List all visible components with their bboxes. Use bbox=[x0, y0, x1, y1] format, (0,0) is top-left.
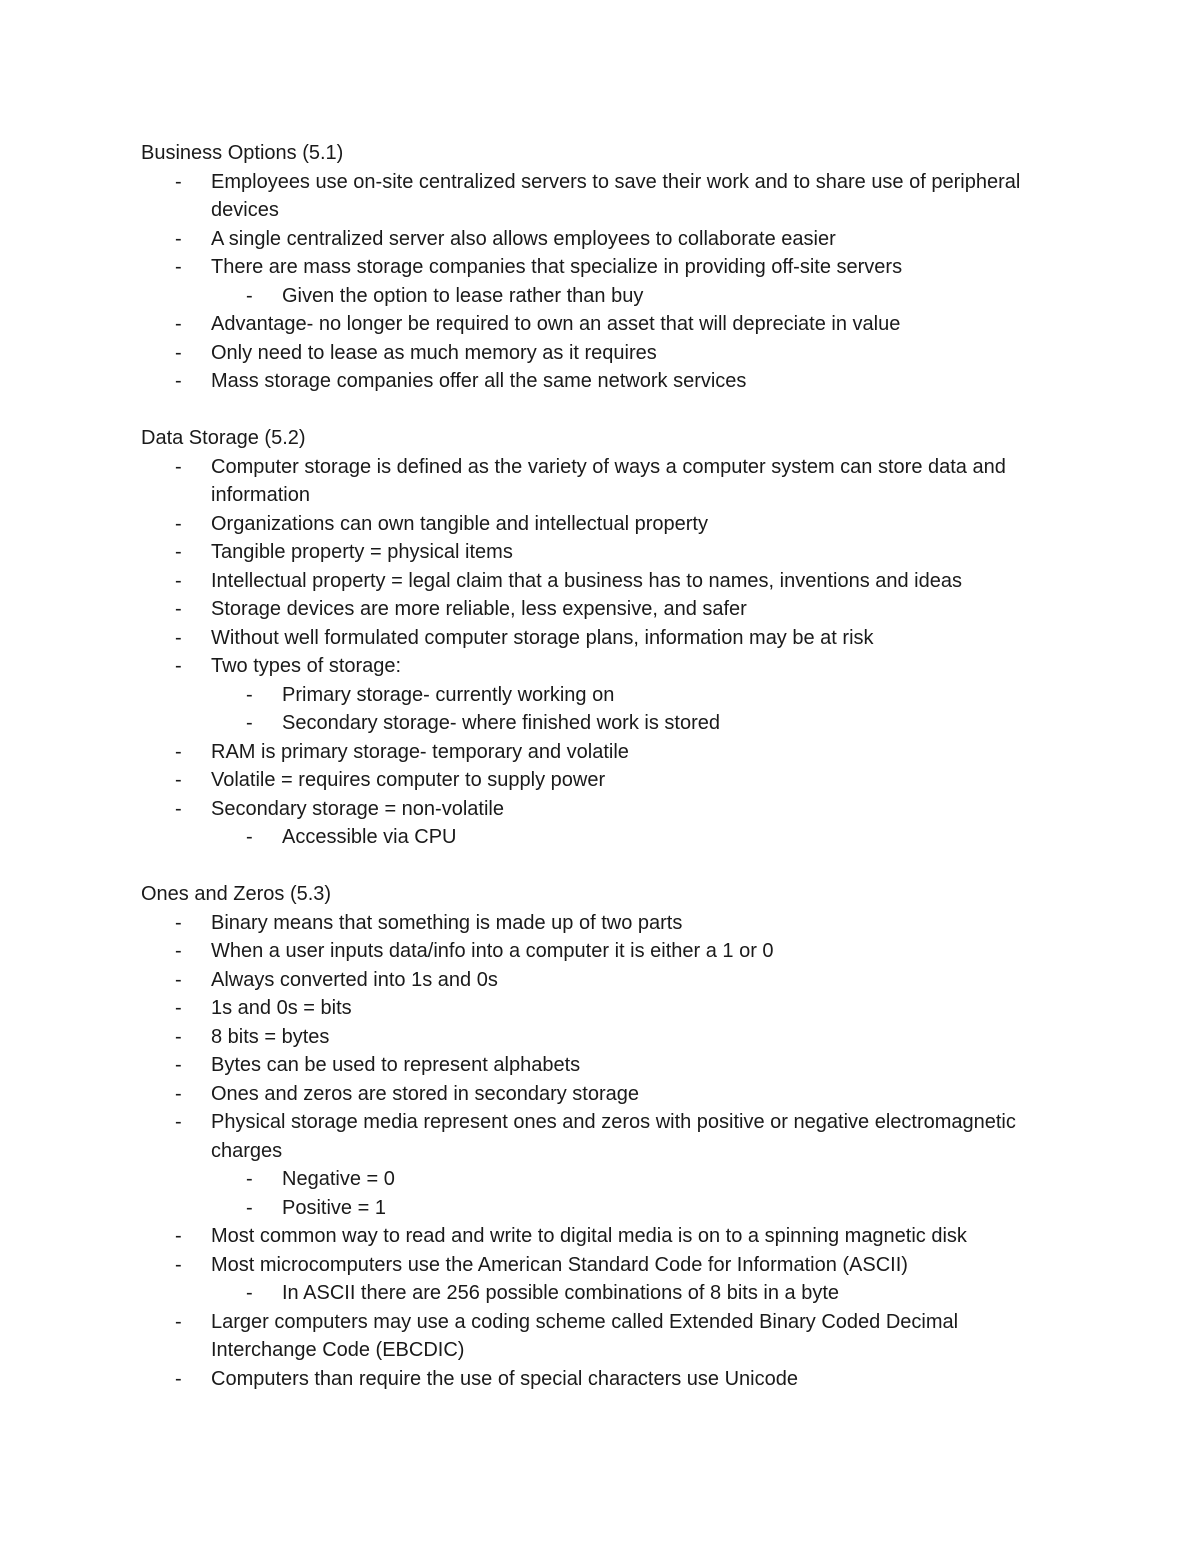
dash-bullet-icon: - bbox=[175, 797, 182, 820]
list-item bbox=[141, 937, 1041, 966]
dash-bullet-icon: - bbox=[246, 683, 253, 706]
bullet-list bbox=[141, 168, 1041, 396]
list-item-text: Storage devices are more reliable, less expensive, and safer bbox=[211, 598, 747, 620]
list-item bbox=[141, 168, 1041, 225]
list-item-text: Always converted into 1s and 0s bbox=[211, 968, 498, 991]
list-item bbox=[141, 624, 1041, 653]
sub-list-item bbox=[141, 823, 1041, 852]
dash-bullet-icon: - bbox=[175, 1253, 182, 1276]
list-item bbox=[141, 766, 1041, 795]
list-item-text: Employees use on-site centralized servers to save their work and to share use of peripheral devices bbox=[211, 170, 1021, 221]
document-page bbox=[141, 139, 1041, 1393]
list-item bbox=[141, 1080, 1041, 1109]
list-item bbox=[141, 1023, 1041, 1052]
dash-bullet-icon: - bbox=[175, 997, 182, 1019]
dash-bullet-icon: - bbox=[175, 655, 182, 677]
dash-bullet-icon: - bbox=[175, 626, 182, 649]
list-item bbox=[141, 909, 1041, 938]
dash-bullet-icon: - bbox=[175, 1111, 182, 1133]
list-item-text: Without well formulated computer storage plans, information may be at risk bbox=[211, 626, 874, 649]
list-item-text: Ones and zeros are stored in secondary storage bbox=[211, 1082, 640, 1105]
dash-bullet-icon: - bbox=[175, 256, 182, 278]
section-heading: Ones and Zeros (5.3) bbox=[141, 883, 332, 905]
dash-bullet-icon: - bbox=[246, 826, 253, 848]
list-item-text: Two types of storage: bbox=[211, 655, 402, 677]
dash-bullet-icon: - bbox=[175, 313, 182, 335]
dash-bullet-icon: - bbox=[175, 541, 182, 563]
list-item bbox=[141, 225, 1041, 254]
list-item bbox=[141, 652, 1041, 681]
dash-bullet-icon: - bbox=[175, 598, 182, 620]
section-heading: Data Storage (5.2) bbox=[141, 427, 306, 449]
list-item bbox=[141, 994, 1041, 1023]
list-item bbox=[141, 453, 1041, 510]
bullet-list bbox=[141, 453, 1041, 852]
dash-bullet-icon: - bbox=[175, 370, 182, 392]
list-item-text: Volatile = requires computer to supply power bbox=[211, 769, 606, 791]
section-heading: Business Options (5.1) bbox=[141, 142, 344, 164]
list-item-text: Primary storage- currently working on bbox=[282, 683, 615, 706]
dash-bullet-icon: - bbox=[175, 1054, 182, 1076]
dash-bullet-icon: - bbox=[246, 1282, 253, 1304]
dash-bullet-icon: - bbox=[246, 1168, 253, 1190]
list-item-text: 8 bits = bytes bbox=[211, 1025, 330, 1048]
list-item-text: Accessible via CPU bbox=[282, 826, 457, 848]
list-item-text: Positive = 1 bbox=[282, 1196, 386, 1219]
list-item bbox=[141, 595, 1041, 624]
list-item bbox=[141, 966, 1041, 995]
list-item bbox=[141, 795, 1041, 824]
dash-bullet-icon: - bbox=[175, 170, 182, 193]
list-item bbox=[141, 339, 1041, 368]
list-item-text: Secondary storage- where finished work is stored bbox=[282, 712, 720, 734]
sub-list-item bbox=[141, 681, 1041, 710]
dash-bullet-icon: - bbox=[175, 512, 182, 535]
list-item-text: Computers than require the use of special characters use Unicode bbox=[211, 1367, 798, 1390]
dash-bullet-icon: - bbox=[175, 455, 182, 478]
dash-bullet-icon: - bbox=[175, 911, 182, 934]
list-item-text: Intellectual property = legal claim that a business has to names, inventions and ideas bbox=[211, 569, 962, 592]
list-item bbox=[141, 738, 1041, 767]
dash-bullet-icon: - bbox=[246, 284, 253, 307]
list-item bbox=[141, 1108, 1041, 1165]
sub-list-item bbox=[141, 709, 1041, 738]
list-item-text: A single centralized server also allows employees to collaborate easier bbox=[211, 227, 836, 250]
dash-bullet-icon: - bbox=[175, 769, 182, 791]
list-item-text: Given the option to lease rather than buy bbox=[282, 284, 644, 307]
dash-bullet-icon: - bbox=[175, 968, 182, 991]
list-item-text: 1s and 0s = bits bbox=[211, 997, 352, 1019]
list-item-text: Negative = 0 bbox=[282, 1168, 395, 1190]
list-item bbox=[141, 1251, 1041, 1280]
list-item bbox=[141, 510, 1041, 539]
dash-bullet-icon: - bbox=[175, 940, 182, 962]
bullet-list bbox=[141, 909, 1041, 1394]
dash-bullet-icon: - bbox=[175, 1367, 182, 1390]
list-item-text: In ASCII there are 256 possible combinations of 8 bits in a byte bbox=[282, 1282, 839, 1304]
list-item-text: When a user inputs data/info into a computer it is either a 1 or 0 bbox=[211, 940, 774, 962]
list-item bbox=[141, 1051, 1041, 1080]
note-section bbox=[141, 424, 1041, 852]
dash-bullet-icon: - bbox=[175, 1082, 182, 1105]
list-item-text: Binary means that something is made up of two parts bbox=[211, 911, 683, 934]
list-item-text: There are mass storage companies that specialize in providing off-site servers bbox=[211, 256, 903, 278]
list-item bbox=[141, 310, 1041, 339]
list-item bbox=[141, 367, 1041, 396]
sub-list-item bbox=[141, 1165, 1041, 1194]
dash-bullet-icon: - bbox=[175, 569, 182, 592]
dash-bullet-icon: - bbox=[175, 740, 182, 763]
note-section bbox=[141, 139, 1041, 396]
note-section bbox=[141, 880, 1041, 1393]
dash-bullet-icon: - bbox=[175, 227, 182, 250]
list-item-text: Advantage- no longer be required to own an asset that will depreciate in value bbox=[211, 313, 901, 335]
list-item bbox=[141, 567, 1041, 596]
dash-bullet-icon: - bbox=[246, 712, 253, 734]
list-item-text: Larger computers may use a coding scheme called Extended Binary Coded Decimal Interchange Code (EBCDIC) bbox=[211, 1310, 959, 1361]
list-item-text: Physical storage media represent ones and zeros with positive or negative electromagnetic charges bbox=[211, 1111, 1016, 1162]
dash-bullet-icon: - bbox=[175, 341, 182, 364]
list-item-text: RAM is primary storage- temporary and volatile bbox=[211, 740, 629, 763]
sub-list-item bbox=[141, 1194, 1041, 1223]
list-item-text: Bytes can be used to represent alphabets bbox=[211, 1054, 581, 1076]
list-item bbox=[141, 1365, 1041, 1394]
list-item bbox=[141, 1222, 1041, 1251]
sub-list-item bbox=[141, 1279, 1041, 1308]
list-item-text: Mass storage companies offer all the same network services bbox=[211, 370, 747, 392]
list-item bbox=[141, 1308, 1041, 1365]
list-item-text: Tangible property = physical items bbox=[211, 541, 513, 563]
list-item-text: Only need to lease as much memory as it requires bbox=[211, 341, 657, 364]
dash-bullet-icon: - bbox=[175, 1310, 182, 1333]
list-item bbox=[141, 253, 1041, 282]
dash-bullet-icon: - bbox=[175, 1025, 182, 1048]
list-item bbox=[141, 538, 1041, 567]
dash-bullet-icon: - bbox=[175, 1225, 182, 1247]
list-item-text: Most common way to read and write to digital media is on to a spinning magnetic disk bbox=[211, 1225, 967, 1247]
dash-bullet-icon: - bbox=[246, 1196, 253, 1219]
sub-list-item bbox=[141, 282, 1041, 311]
list-item-text: Most microcomputers use the American Standard Code for Information (ASCII) bbox=[211, 1253, 908, 1276]
list-item-text: Secondary storage = non-volatile bbox=[211, 797, 504, 820]
list-item-text: Organizations can own tangible and intellectual property bbox=[211, 512, 708, 535]
list-item-text: Computer storage is defined as the variety of ways a computer system can store data and information bbox=[211, 455, 1006, 506]
